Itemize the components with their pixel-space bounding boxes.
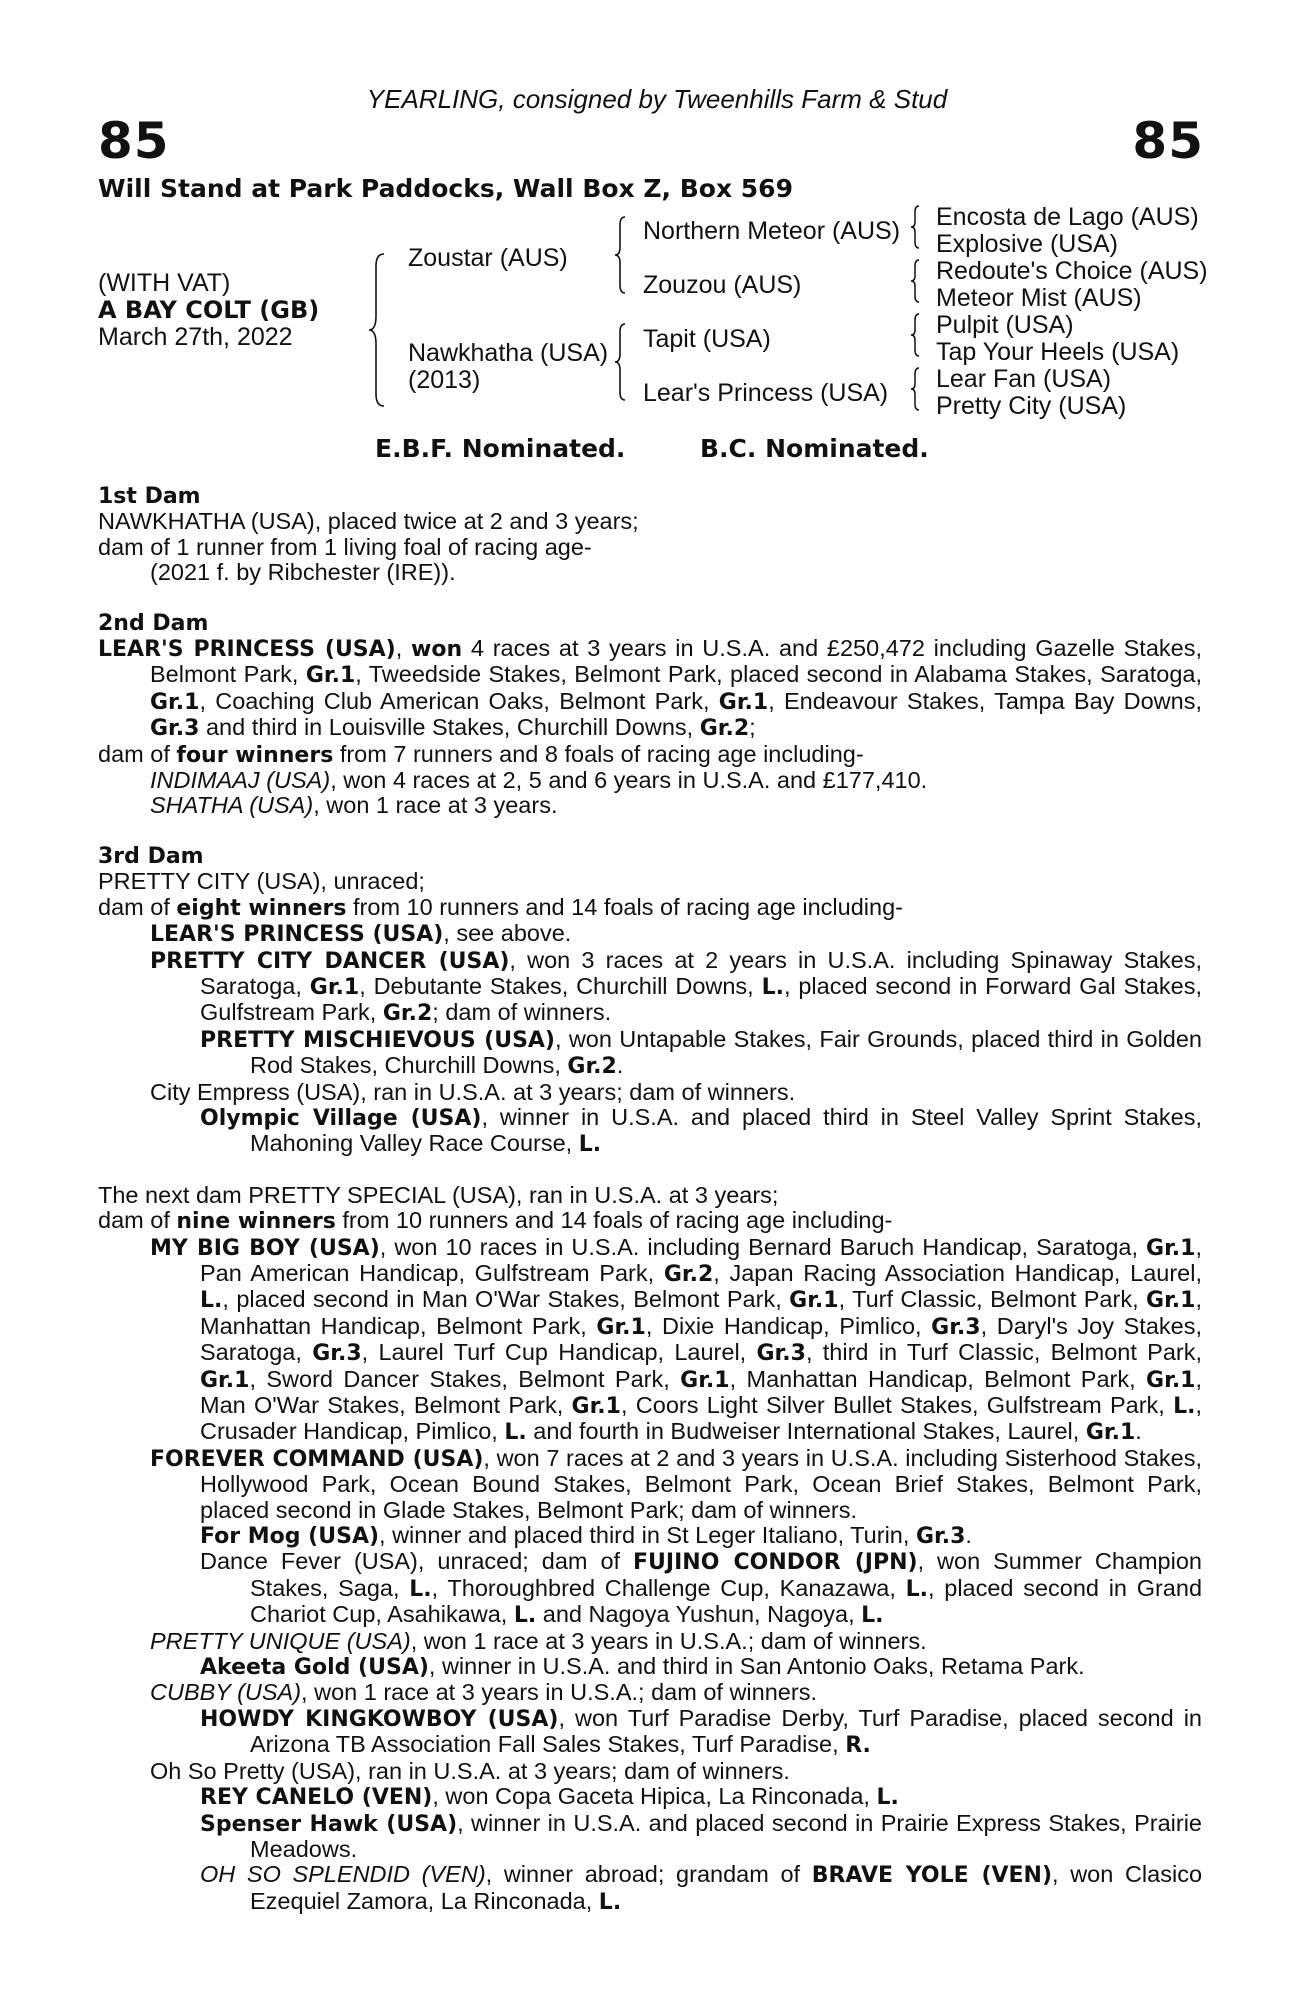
third-dam-line-1: PRETTY CITY (USA), unraced;: [98, 868, 425, 895]
lot-number-left: 85: [98, 112, 170, 170]
grade: Gr.2: [699, 716, 750, 742]
text: , won 4 races at 2, 5 and 6 years in U.S.A. and £177,410.: [330, 767, 928, 794]
text: , winner in U.S.A. and third in San Antonio Oaks, Retama Park.: [428, 1653, 1085, 1680]
produce-spenser-hawk: [200, 1811, 1202, 1863]
text: .: [1135, 1418, 1142, 1445]
text: , Coaching Club American Oaks, Belmont Park,: [199, 687, 719, 714]
horse-name: Akeeta Gold (USA): [200, 1655, 429, 1681]
g-brace-1-icon: [908, 204, 922, 250]
text: and Nagoya Yushun, Nagoya,: [536, 1601, 862, 1628]
grade: L.: [504, 1420, 527, 1446]
text: , Endeavour Stakes, Tampa Bay Downs,: [768, 687, 1203, 714]
text: .: [616, 1052, 624, 1079]
text: 4 races at 3 years in U.S.A. and £250,472 including Gazelle Stakes, Belmont Park,: [150, 635, 1202, 688]
pedigree-g3-4: Meteor Mist (AUS): [936, 284, 1142, 312]
pedigree-sire: Zoustar (AUS): [408, 244, 568, 272]
grade: Gr.1: [1146, 1235, 1196, 1261]
produce-shatha: [150, 793, 1202, 818]
horse-name: BRAVE YOLE (VEN): [811, 1863, 1053, 1889]
text: , won 10 races in U.S.A. including Bernard Baruch Handicap, Saratoga,: [379, 1233, 1147, 1260]
grade: Gr.1: [150, 689, 200, 715]
text: , Man O'War Stakes, Belmont Park,: [200, 1365, 1203, 1418]
text: , Debutante Stakes, Churchill Downs,: [359, 972, 762, 999]
text: , Thoroughbred Challenge Cup, Kanazawa,: [431, 1574, 906, 1601]
third-dam-produce: [98, 895, 1202, 921]
horse-name: PRETTY CITY DANCER (USA): [150, 948, 510, 974]
grade: Gr.1: [309, 974, 360, 1000]
grade: Gr.2: [382, 1001, 433, 1027]
horse-name: CUBBY (USA): [150, 1679, 302, 1706]
text: from 10 runners and 14 foals of racing age including-: [335, 1207, 893, 1234]
text: and fourth in Budweiser International Stakes, Laurel,: [526, 1418, 1086, 1445]
grade: L.: [513, 1603, 537, 1629]
text: , won Copa Gaceta Hipica, La Rinconada,: [432, 1783, 877, 1810]
ebf-nominated: E.B.F. Nominated.: [375, 434, 626, 463]
dam-brace-icon: [612, 322, 628, 402]
produce-pretty-unique: [150, 1629, 1202, 1654]
text: from 7 runners and 8 foals of racing age including-: [333, 740, 864, 767]
grade: Gr.1: [680, 1367, 730, 1393]
grade: Gr.1: [200, 1367, 250, 1393]
text: , won Untapable Stakes, Fair Grounds, placed third in Golden Rod Stakes, Churchill Downs,: [250, 1025, 1203, 1079]
produce-oh-so-splendid: [200, 1862, 1202, 1915]
text: , won Turf Paradise Derby, Turf Paradise, placed second in Arizona TB Association Fall Sales Stakes, Turf Paradise,: [250, 1704, 1202, 1758]
text: , placed second in Man O'War Stakes, Belmont Park,: [222, 1286, 790, 1313]
text: , Sword Dancer Stakes, Belmont Park,: [249, 1365, 681, 1392]
text: , third in Turf Classic, Belmont Park,: [805, 1339, 1203, 1366]
text: and third in Louisville Stakes, Churchill Downs,: [199, 714, 700, 741]
text: , Coors Light Silver Bullet Stakes, Gulfstream Park,: [620, 1392, 1174, 1418]
text: , Manhattan Handicap, Belmont Park,: [729, 1365, 1147, 1392]
grade: Gr.1: [789, 1288, 839, 1314]
pedigree-sire-sire: Northern Meteor (AUS): [643, 217, 901, 245]
text: , won 1 race at 3 years in U.S.A.; dam of winners.: [301, 1679, 817, 1706]
produce-howdy-kingkowboy: [200, 1706, 1202, 1759]
grade: Gr.1: [1146, 1367, 1196, 1393]
horse-name: FUJINO CONDOR (JPN): [633, 1550, 918, 1576]
g-brace-2-icon: [908, 258, 922, 304]
horse-name: HOWDY KINGKOWBOY (USA): [200, 1706, 559, 1732]
text: , Laurel Turf Cup Handicap, Laurel,: [361, 1339, 757, 1366]
horse-name: INDIMAAJ (USA): [150, 767, 331, 794]
horse-name: PRETTY MISCHIEVOUS (USA): [200, 1027, 555, 1053]
text: , Dixie Handicap, Pimlico,: [645, 1312, 932, 1339]
grade: Gr.3: [756, 1341, 806, 1367]
pedigree-dam-year: (2013): [408, 366, 481, 394]
produce-for-mog: [200, 1523, 1202, 1549]
produce-dance-fever: [200, 1549, 1202, 1628]
text: from 10 runners and 14 foals of racing age including-: [346, 893, 903, 920]
sire-brace-icon: [612, 215, 628, 295]
winners-count: nine winners: [176, 1209, 336, 1235]
pedigree-g3-2: Explosive (USA): [936, 230, 1118, 258]
vat-note: (WITH VAT): [98, 269, 231, 297]
g-brace-4-icon: [908, 366, 922, 412]
pedigree-g3-5: Pulpit (USA): [936, 311, 1074, 339]
text: , winner in U.S.A. and placed second in Prairie Express Stakes, Prairie Meadows.: [250, 1809, 1202, 1862]
pedigree-g3-7: Lear Fan (USA): [936, 365, 1112, 393]
produce-indimaaj: [150, 768, 1202, 793]
grade: Gr.3: [312, 1341, 362, 1367]
pedigree-dam-dam: Lear's Princess (USA): [643, 379, 889, 407]
grade: L.: [409, 1576, 432, 1602]
text: , winner and placed third in St Leger Italiano, Turin,: [379, 1522, 916, 1549]
text: , Turf Classic, Belmont Park,: [838, 1286, 1147, 1313]
next-dam-line-1: The next dam PRETTY SPECIAL (USA), ran in U.S.A. at 3 years;: [98, 1181, 779, 1208]
text: , won 1 race at 3 years in U.S.A.; dam of winners.: [410, 1627, 927, 1654]
pedigree-sire-dam: Zouzou (AUS): [643, 271, 802, 299]
produce-forever-command: [150, 1446, 1202, 1523]
text: .: [965, 1522, 972, 1549]
first-dam-title: 1st Dam: [98, 484, 201, 509]
first-dam-line-1: NAWKHATHA (USA), placed twice at 2 and 3 years;: [98, 508, 639, 535]
text: dam of: [98, 1207, 177, 1234]
text: Dance Fever (USA), unraced; dam of: [200, 1548, 634, 1575]
produce-lears-princess: [150, 921, 1202, 947]
grade: L.: [861, 1603, 884, 1629]
first-dam-line-3: (2021 f. by Ribchester (IRE)).: [150, 559, 456, 586]
second-dam-name: LEAR'S PRINCESS (USA): [98, 637, 396, 663]
text: , winner abroad; grandam of: [485, 1861, 812, 1888]
pedigree-dam: Nawkhatha (USA): [408, 339, 609, 367]
horse-name: For Mog (USA): [200, 1524, 380, 1550]
grade: Gr.3: [915, 1524, 966, 1550]
produce-rey-canelo: [200, 1784, 1202, 1810]
third-dam-title: 3rd Dam: [98, 843, 204, 869]
winners-count: four winners: [176, 742, 334, 768]
second-dam-record: LEAR'S PRINCESS (USA), won 4 races at 3 years in U.S.A. and £250,472 including Gazelle Stakes, Belmont Park, Gr.1, Tweedside Stakes, Belmont Park, placed second in Alabama Stakes, Saratoga, Gr.1, Coaching Club American Oaks, Belmont Park, Gr.1, Endeavour Stakes, Tampa Bay Downs, Gr.3 and third in Louisville Stakes, Churchill Downs, Gr.2;: [98, 635, 1203, 742]
horse-name: MY BIG BOY (USA): [150, 1235, 380, 1261]
bc-nominated: B.C. Nominated.: [700, 434, 929, 463]
text: , won Summer Champion Stakes, Saga,: [250, 1548, 1202, 1601]
foaling-date: March 27th, 2022: [98, 323, 293, 351]
pedigree-g3-1: Encosta de Lago (AUS): [936, 203, 1199, 231]
text: , won 3 races at 2 years in U.S.A. including Spinaway Stakes, Saratoga,: [200, 946, 1202, 999]
grade: Gr.1: [1085, 1420, 1136, 1446]
grade: L.: [598, 1889, 622, 1915]
second-dam-won: won: [411, 637, 463, 663]
horse-name: LEAR'S PRINCESS (USA): [150, 922, 444, 948]
horse-name: Spenser Hawk (USA): [200, 1811, 458, 1837]
grade: R.: [845, 1733, 871, 1759]
text: , won 1 race at 3 years.: [313, 792, 558, 819]
horse-name: REY CANELO (VEN): [200, 1785, 433, 1811]
first-dam-line-2: dam of 1 runner from 1 living foal of racing age-: [98, 533, 592, 560]
text: , Pan American Handicap, Gulfstream Park,: [200, 1233, 1202, 1286]
text: ;: [749, 714, 756, 741]
consignment-line: YEARLING, consigned by Tweenhills Farm & Stud: [366, 84, 948, 114]
winners-count: eight winners: [176, 895, 347, 921]
horse-name: FOREVER COMMAND (USA): [150, 1446, 484, 1472]
horse-name: OH SO SPLENDID (VEN): [200, 1861, 486, 1888]
grade: Gr.1: [718, 689, 769, 715]
pedigree-g3-3: Redoute's Choice (AUS): [936, 257, 1208, 285]
produce-pretty-mischievous: [200, 1027, 1202, 1080]
text: , Crusader Handicap, Pimlico,: [200, 1392, 1203, 1445]
text: dam of: [98, 740, 177, 767]
produce-city-empress: City Empress (USA), ran in U.S.A. at 3 years; dam of winners.: [150, 1078, 796, 1105]
next-dam-produce: [98, 1208, 1202, 1234]
text: , placed second in Forward Gal Stakes, Gulfstream Park,: [200, 972, 1202, 1026]
text: , Manhattan Handicap, Belmont Park,: [200, 1286, 1202, 1339]
text: , see above.: [443, 920, 572, 947]
text: ; dam of winners.: [432, 999, 612, 1026]
second-dam-title: 2nd Dam: [98, 610, 209, 636]
produce-olympic-village: [200, 1105, 1202, 1158]
grade: L.: [200, 1288, 223, 1314]
text: , Daryl's Joy Stakes, Saratoga,: [200, 1312, 1202, 1366]
text: , won 7 races at 2 and 3 years in U.S.A. including Sisterhood Stakes, Hollywood Park, Ocean Bound Stakes, Belmont Park, Ocean Brief Stakes, Belmont Park, placed second in Glade Stakes, Belmont Park; dam of winners.: [200, 1444, 1202, 1523]
lot-number-right: 85: [1132, 112, 1204, 170]
grade: Gr.3: [931, 1314, 981, 1340]
text: , winner in U.S.A. and placed third in Steel Valley Sprint Stakes, Mahoning Valley Race Course,: [250, 1103, 1203, 1157]
g-brace-3-icon: [908, 312, 922, 358]
grade: Gr.1: [571, 1394, 621, 1419]
text: , won Clasico Ezequiel Zamora, La Rinconada,: [250, 1861, 1203, 1914]
text: dam of: [98, 893, 177, 920]
second-dam-produce: [98, 742, 1202, 768]
grade: L.: [761, 974, 784, 1000]
grade: Gr.1: [305, 663, 356, 689]
produce-record: [98, 484, 1202, 1915]
horse-name: Olympic Village (USA): [200, 1105, 482, 1131]
text: , placed second in Grand Chariot Cup, Asahikawa,: [250, 1574, 1203, 1628]
grade: Gr.1: [596, 1314, 646, 1340]
produce-cubby: [150, 1680, 1202, 1705]
produce-my-big-boy: [150, 1235, 1202, 1446]
grade: Gr.2: [567, 1054, 617, 1080]
horse-name: PRETTY UNIQUE (USA): [150, 1627, 411, 1654]
grade: L.: [876, 1785, 899, 1811]
produce-akeeta-gold: [200, 1654, 1202, 1680]
pedigree-dam-sire: Tapit (USA): [643, 325, 771, 353]
produce-pretty-city-dancer: [150, 948, 1202, 1027]
horse-name: SHATHA (USA): [150, 792, 314, 819]
grade: Gr.2: [663, 1261, 714, 1287]
grade: Gr.3: [150, 716, 200, 742]
pedigree-g3-8: Pretty City (USA): [936, 392, 1127, 420]
text: , Tweedside Stakes, Belmont Park, placed second in Alabama Stakes, Saratoga,: [355, 661, 1202, 688]
main-brace-icon: [366, 252, 390, 408]
grade: L.: [905, 1576, 929, 1602]
stabling-location: Will Stand at Park Paddocks, Wall Box Z, Box 569: [98, 174, 793, 203]
grade: L.: [1173, 1394, 1196, 1419]
horse-name: A BAY COLT (GB): [98, 296, 320, 324]
text: , Japan Racing Association Handicap, Laurel,: [713, 1259, 1202, 1286]
pedigree-g3-6: Tap Your Heels (USA): [936, 338, 1180, 366]
grade: L.: [578, 1132, 602, 1158]
produce-oh-so-pretty: Oh So Pretty (USA), ran in U.S.A. at 3 years; dam of winners.: [150, 1757, 790, 1784]
grade: Gr.1: [1146, 1288, 1196, 1314]
